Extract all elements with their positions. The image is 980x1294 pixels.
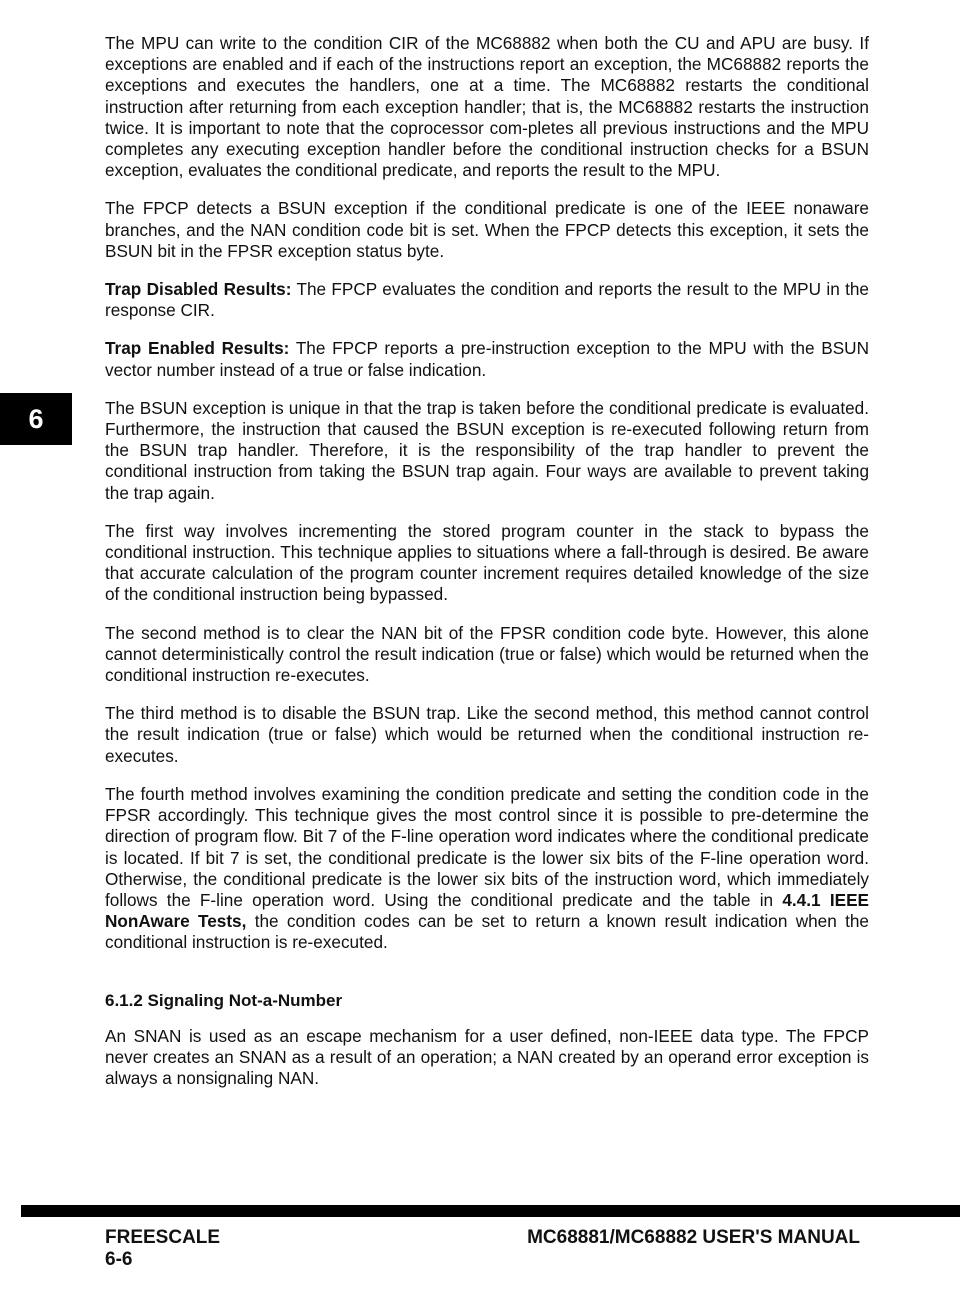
trap-disabled-text: The FPCP evaluates the condition and reports the result to the MPU in the response CIR. [105, 279, 869, 321]
page-body [105, 33, 869, 1106]
trap-disabled-label: Trap Disabled Results: [105, 279, 292, 300]
paragraph-trap-enabled [105, 338, 869, 380]
footer-rule [21, 1205, 960, 1217]
paragraph-first-way: The first way involves incrementing the stored program counter in the stack to bypass the conditional instruction. This technique applies to situations where a fall-through is desired. Be aware that accurate calculation of the program counter increment requires detailed knowledge of the size of the conditional instruction being bypassed. [105, 520, 869, 605]
paragraph-cir-write: The MPU can write to the condition CIR of the MC68882 when both the CU and APU are busy. If exceptions are enabled and if each of the instructions report an exception, the MC68882 reports the exceptions and executes the handlers, one at a time. The MC68882 restarts the conditional instruction after returning from each exception handler; that is, the MC68882 restarts the instruction twice. It is important to note that the coprocessor com-pletes all previous instructions and the MPU completes any executing exception handler before the conditional instruction checks for a BSUN exception, evaluates the conditional predicate, and reports the result to the MPU. [105, 33, 869, 181]
paragraph-third-method: The third method is to disable the BSUN trap. Like the second method, this method cannot control the result indication (true or false) which would be returned when the conditional instruction re-executes. [105, 703, 869, 766]
footer-left [105, 1227, 220, 1271]
trap-enabled-label: Trap Enabled Results: [105, 338, 290, 359]
fourth-method-text-after: the condition codes can be set to return a known result indication when the conditional instruction is re-executed. [105, 911, 869, 953]
footer-manual-title: MC68881/MC68882 USER'S MANUAL [527, 1227, 860, 1248]
paragraph-fourth-method [105, 784, 869, 954]
chapter-tab: 6 [0, 393, 72, 445]
paragraph-bsun-unique: The BSUN exception is unique in that the trap is taken before the conditional predicate is evaluated. Furthermore, the instruction that caused the BSUN exception is re-executed following return from the BSUN trap handler. Therefore, it is the responsibility of the trap handler to prevent the conditional instruction from taking the BSUN trap again. Four ways are available to prevent taking the trap again. [105, 397, 869, 503]
paragraph-snan: An SNAN is used as an escape mechanism for a user defined, non-IEEE data type. The FPCP never creates an SNAN as a result of an operation; a NAN created by an operand error exception is always a nonsignaling NAN. [105, 1025, 869, 1088]
fourth-method-text-before: The fourth method involves examining the condition predicate and setting the condition code in the FPSR accordingly. This technique gives the most control since it is possible to pre-determine the direction of program flow. Bit 7 of the F-line operation word indicates where the conditional predicate is located. If bit 7 is set, the conditional predicate is the lower six bits of the F-line operation word. Otherwise, the conditional predicate is the lower six bits of the instruction word, which immediately follows the F-line operation word. Using the conditional predicate and the table in [105, 783, 869, 910]
ieee-nonaware-tests-reference: 4.4.1 IEEE NonAware Tests, [105, 889, 869, 932]
paragraph-trap-disabled [105, 279, 869, 321]
section-heading: 6.1.2 Signaling Not-a-Number [105, 990, 343, 1010]
footer-page-number: 6-6 [105, 1249, 133, 1270]
footer-brand: FREESCALE [105, 1227, 221, 1248]
paragraph-second-method: The second method is to clear the NAN bit of the FPSR condition code byte. However, this alone cannot deterministically control the result indication (true or false) which would be returned when the conditional instruction re-executes. [105, 622, 869, 686]
paragraph-bsun-detect: The FPCP detects a BSUN exception if the conditional predicate is one of the IEEE nonaware branches, and the NAN condition code bit is set. When the FPCP detects this exception, it sets the BSUN bit in the FPSR exception status byte. [105, 198, 869, 261]
trap-enabled-text: The FPCP reports a pre-instruction exception to the MPU with the BSUN vector number instead of a true or false indication. [105, 338, 870, 380]
